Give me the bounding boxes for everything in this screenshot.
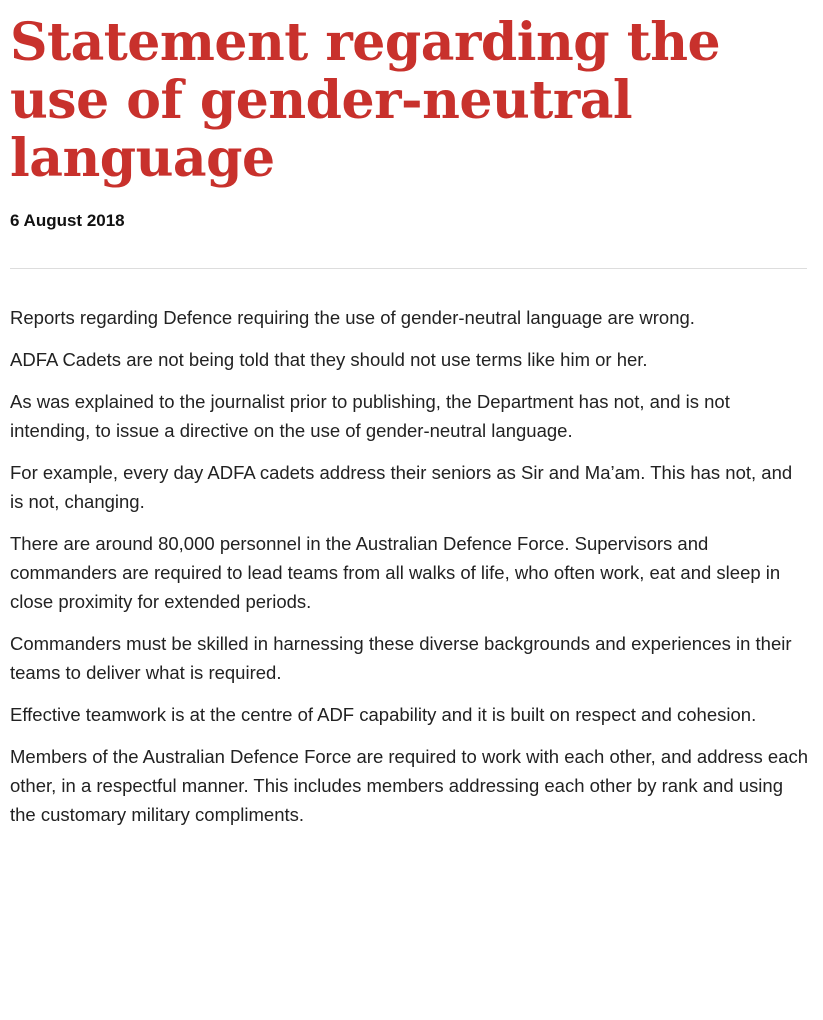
paragraph: Reports regarding Defence requiring the use of gender-neutral language are wrong.: [10, 307, 695, 328]
paragraph: For example, every day ADFA cadets address their seniors as Sir and Ma’am. This has not, and is not, changing.: [10, 462, 793, 512]
divider: [10, 268, 807, 269]
page-title: Statement regarding the use of gender-neutral language: [10, 12, 721, 189]
paragraph: Effective teamwork is at the centre of ADF capability and it is built on respect and cohesion.: [10, 704, 757, 725]
paragraph: ADFA Cadets are not being told that they should not use terms like him or her.: [10, 349, 648, 370]
paragraph: There are around 80,000 personnel in the Australian Defence Force. Supervisors and commanders are required to lead teams from all walks of life, who often work, eat and sleep in close proximity for extended periods.: [10, 533, 781, 612]
article: [10, 0, 810, 842]
article-body: [10, 303, 810, 829]
publish-date: 6 August 2018: [10, 211, 125, 230]
paragraph: As was explained to the journalist prior to publishing, the Department has not, and is not intending, to issue a directive on the use of gender-neutral language.: [10, 391, 730, 441]
paragraph: Commanders must be skilled in harnessing these diverse backgrounds and experiences in their teams to deliver what is required.: [10, 633, 792, 683]
paragraph: Members of the Australian Defence Force are required to work with each other, and address each other, in a respectful manner. This includes members addressing each other by rank and using the customary military compliments.: [10, 746, 808, 825]
